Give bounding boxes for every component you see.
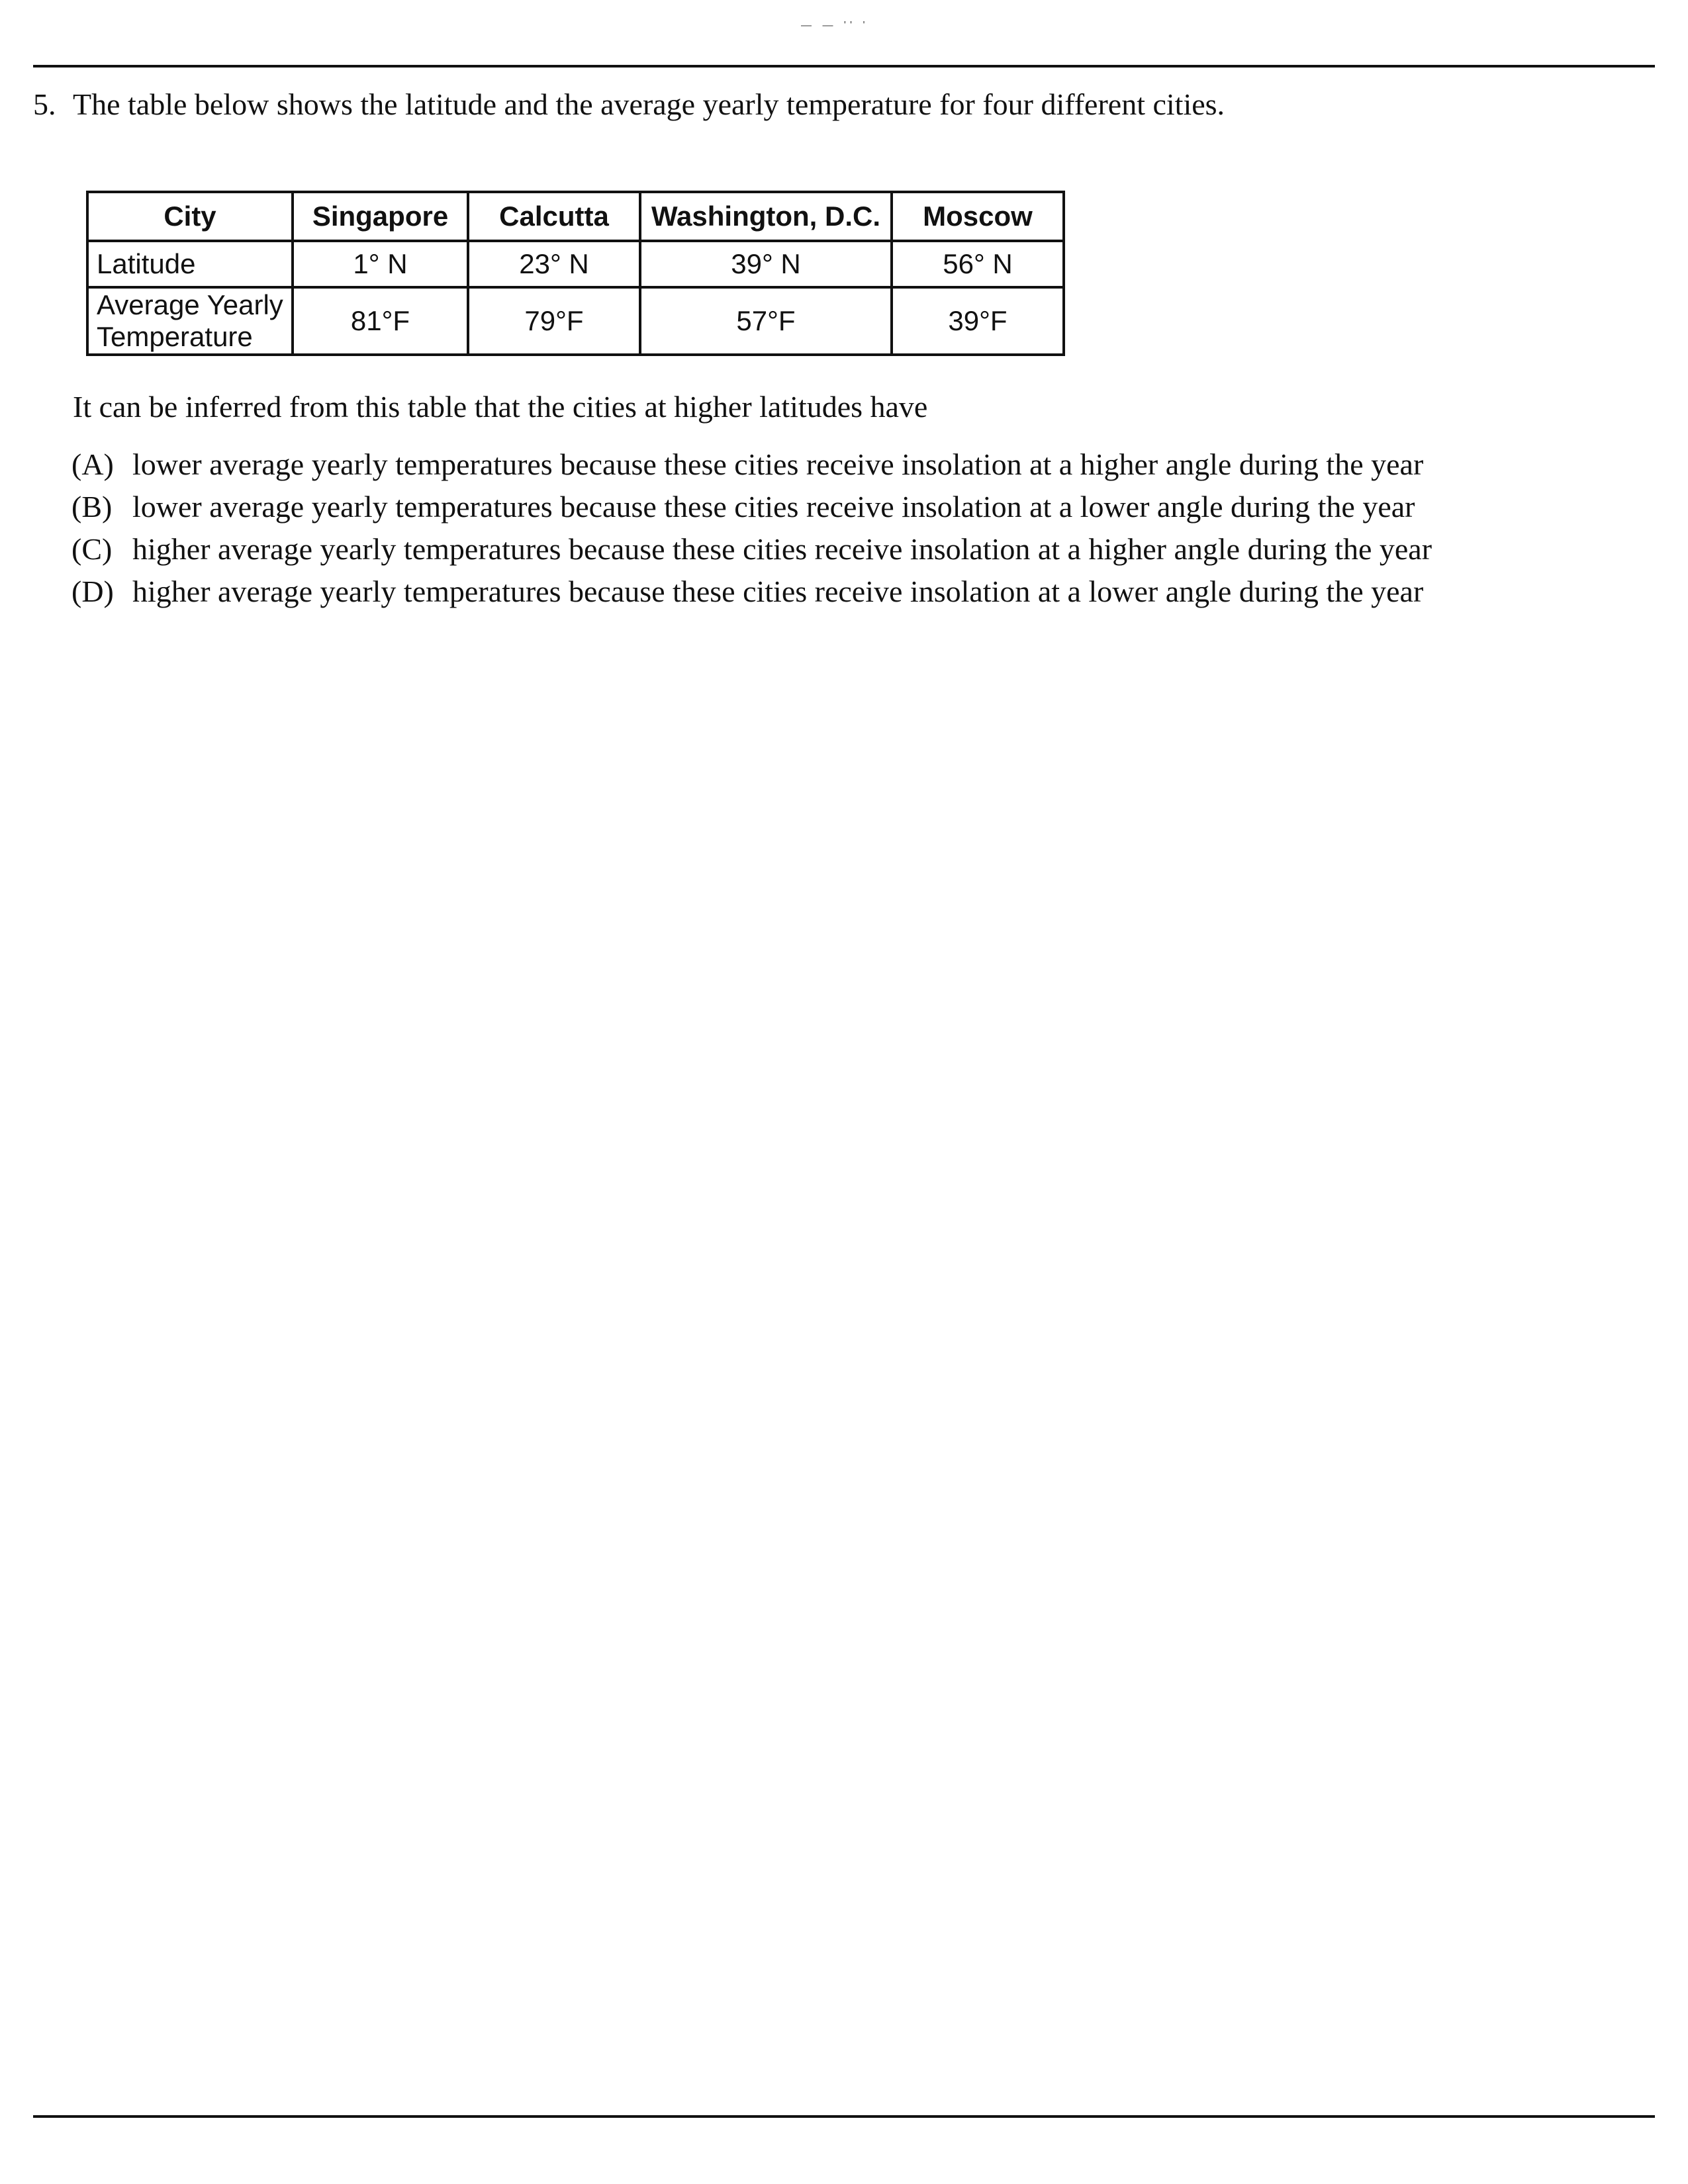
answer-choice-a[interactable] bbox=[71, 445, 1501, 484]
table-cell: 39°F bbox=[892, 287, 1064, 355]
question-text: The table below shows the latitude and the average yearly temperature for four different cities. bbox=[73, 87, 1225, 121]
question-stem: It can be inferred from this table that the cities at higher latitudes have bbox=[73, 390, 928, 424]
choice-text: higher average yearly temperatures because these cities receive insolation at a lower angle during the year bbox=[132, 574, 1424, 608]
answer-choice-d[interactable] bbox=[71, 572, 1501, 612]
table-header-cell: Washington, D.C. bbox=[640, 192, 892, 241]
choice-text: lower average yearly temperatures because these cities receive insolation at a higher angle during the year bbox=[132, 447, 1424, 481]
choice-letter: (A) bbox=[71, 447, 114, 481]
question-prompt bbox=[33, 85, 1622, 124]
question-number: 5. bbox=[33, 87, 56, 121]
choice-letter: (D) bbox=[71, 574, 114, 608]
table-cell: 57°F bbox=[640, 287, 892, 355]
table-header-cell: Moscow bbox=[892, 192, 1064, 241]
table-header-cell: Calcutta bbox=[468, 192, 640, 241]
bottom-divider bbox=[33, 2115, 1655, 2118]
table-cell: 39° N bbox=[640, 241, 892, 287]
table-cell: 81°F bbox=[293, 287, 468, 355]
city-data-table bbox=[86, 191, 1065, 356]
table-cell: 1° N bbox=[293, 241, 468, 287]
table-header-cell: Singapore bbox=[293, 192, 468, 241]
answer-choice-c[interactable] bbox=[71, 529, 1501, 569]
choice-text: higher average yearly temperatures because these cities receive insolation at a higher angle during the year bbox=[132, 532, 1432, 566]
table-row bbox=[87, 241, 1064, 287]
top-divider bbox=[33, 65, 1655, 68]
table-header-cell: City bbox=[87, 192, 293, 241]
choice-letter: (C) bbox=[71, 532, 113, 566]
page-header-mark: — — '' ' bbox=[801, 20, 869, 31]
answer-choices bbox=[71, 445, 1501, 614]
choice-text: lower average yearly temperatures because these cities receive insolation at a lower angle during the year bbox=[132, 490, 1415, 523]
table-cell: 56° N bbox=[892, 241, 1064, 287]
table-cell: 23° N bbox=[468, 241, 640, 287]
choice-letter: (B) bbox=[71, 490, 113, 523]
table-cell: 79°F bbox=[468, 287, 640, 355]
row-label-line: Average Yearly bbox=[97, 289, 283, 320]
table-header-row bbox=[87, 192, 1064, 241]
table-row bbox=[87, 287, 1064, 355]
row-label bbox=[87, 287, 293, 355]
answer-choice-b[interactable] bbox=[71, 487, 1501, 527]
row-label-line: Temperature bbox=[97, 321, 253, 352]
row-label: Latitude bbox=[87, 241, 293, 287]
